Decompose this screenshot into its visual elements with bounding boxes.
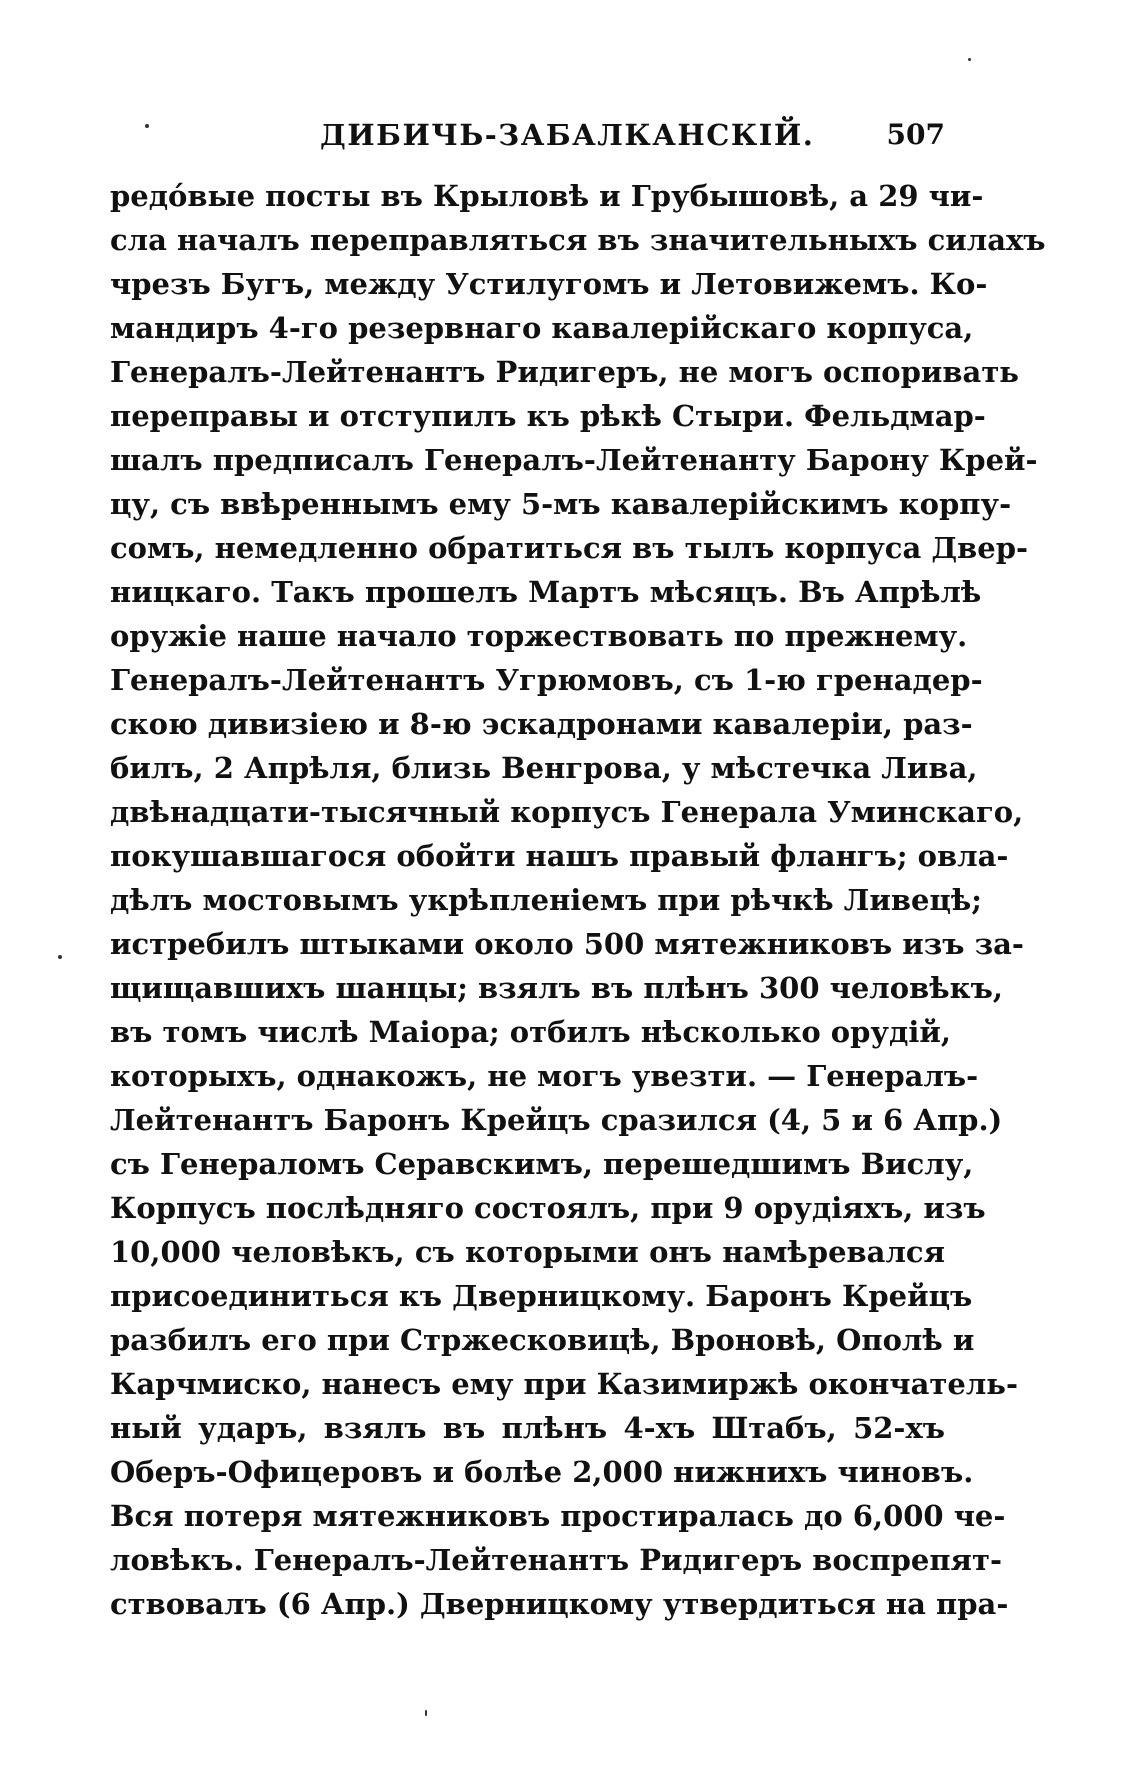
text-line: Вся потеря мятежниковъ простиралась до 6,000 че- xyxy=(110,1499,1006,1533)
text-line: съ Генераломъ Серавскимъ, перешедшимъ Вислу, xyxy=(110,1147,974,1181)
text-line: присоединиться къ Дверницкому. Баронъ Крейцъ xyxy=(110,1279,973,1313)
text-line: сла началъ переправляться въ значительныхъ силахъ xyxy=(110,223,1046,257)
text-line: дѣлъ мостовымъ укрѣпленіемъ при рѣчкѣ Ливецѣ; xyxy=(110,883,982,917)
text-line: щищавшихъ шанцы; взялъ въ плѣнъ 300 человѣкъ, xyxy=(110,971,1003,1005)
text-line: Генералъ-Лейтенантъ Ридигеръ, не могъ оспоривать xyxy=(110,355,1019,389)
scan-speck xyxy=(145,124,149,128)
text-line: покушавшагося обойти нашъ правый флангъ; овла- xyxy=(110,839,1009,873)
text-line: Корпусъ послѣдняго состоялъ, при 9 орудіяхъ, изъ xyxy=(110,1191,986,1225)
text-line: Лейтенантъ Баронъ Крейцъ сразился (4, 5 и 6 Апр.) xyxy=(110,1103,1003,1137)
scan-speck xyxy=(58,955,62,959)
text-line: въ томъ числѣ Маіора; отбилъ нѣсколько орудій, xyxy=(110,1015,951,1049)
page-number: 507 xyxy=(886,118,945,151)
text-line: оружіе наше начало торжествовать по прежнему. xyxy=(110,619,968,653)
scan-speck xyxy=(425,1710,427,1716)
text-line: которыхъ, однакожъ, не могъ увезти. — Генералъ- xyxy=(110,1059,979,1093)
text-line: разбилъ его при Стржесковицѣ, Вроновѣ, Ополѣ и xyxy=(110,1323,975,1357)
text-line: Карчмиско, нанесъ ему при Казимиржѣ окончатель- xyxy=(110,1367,1019,1401)
text-line: билъ, 2 Апрѣля, близь Венгрова, у мѣстечка Лива, xyxy=(110,751,978,785)
text-line: ствовалъ (6 Апр.) Дверницкому утвердиться на пра- xyxy=(110,1587,1009,1621)
text-line: шалъ предписалъ Генералъ-Лейтенанту Барону Крей- xyxy=(110,443,1038,477)
body-text xyxy=(110,174,1046,1626)
text-line: мандиръ 4-го резервнаго кавалерійскаго корпуса, xyxy=(110,311,974,345)
text-line: двѣнадцати-тысячный корпусъ Генерала Уминскаго, xyxy=(110,795,1024,829)
scan-speck xyxy=(968,58,971,61)
text-line: ницкаго. Такъ прошелъ Мартъ мѣсяцъ. Въ Апрѣлѣ xyxy=(110,575,982,609)
text-line: редо́вые посты въ Крыловѣ и Грубышовѣ, а 29 чи- xyxy=(110,179,984,213)
text-line: Оберъ-Офицеровъ и болѣе 2,000 нижнихъ чиновъ. xyxy=(110,1455,974,1489)
text-line: скою дивизіею и 8-ю эскадронами кавалеріи, раз- xyxy=(110,707,973,741)
text-line: ный ударъ, взялъ въ плѣнъ 4-хъ Штабъ, 52-хъ xyxy=(110,1411,945,1445)
running-title: ДИБИЧЬ-ЗАБАЛКАНСКІЙ. xyxy=(320,118,815,152)
text-line: ловѣкъ. Генералъ-Лейтенантъ Ридигеръ воспрепят- xyxy=(110,1543,1002,1577)
text-line: цу, съ ввѣреннымъ ему 5-мъ кавалерійскимъ корпу- xyxy=(110,487,1012,521)
text-line: сомъ, немедленно обратиться въ тылъ корпуса Двер- xyxy=(110,531,1029,565)
running-head xyxy=(110,110,945,150)
text-line: Генералъ-Лейтенантъ Угрюмовъ, съ 1-ю гренадер- xyxy=(110,663,983,697)
text-line: 10,000 человѣкъ, съ которыми онъ намѣревался xyxy=(110,1235,945,1269)
text-line: истребилъ штыками около 500 мятежниковъ изъ за- xyxy=(110,927,1024,961)
text-line: переправы и отступилъ къ рѣкѣ Стыри. Фельдмар- xyxy=(110,399,986,433)
book-page xyxy=(110,110,1046,1730)
text-line: чрезъ Бугъ, между Устилугомъ и Летовижемъ. Ко- xyxy=(110,267,988,301)
